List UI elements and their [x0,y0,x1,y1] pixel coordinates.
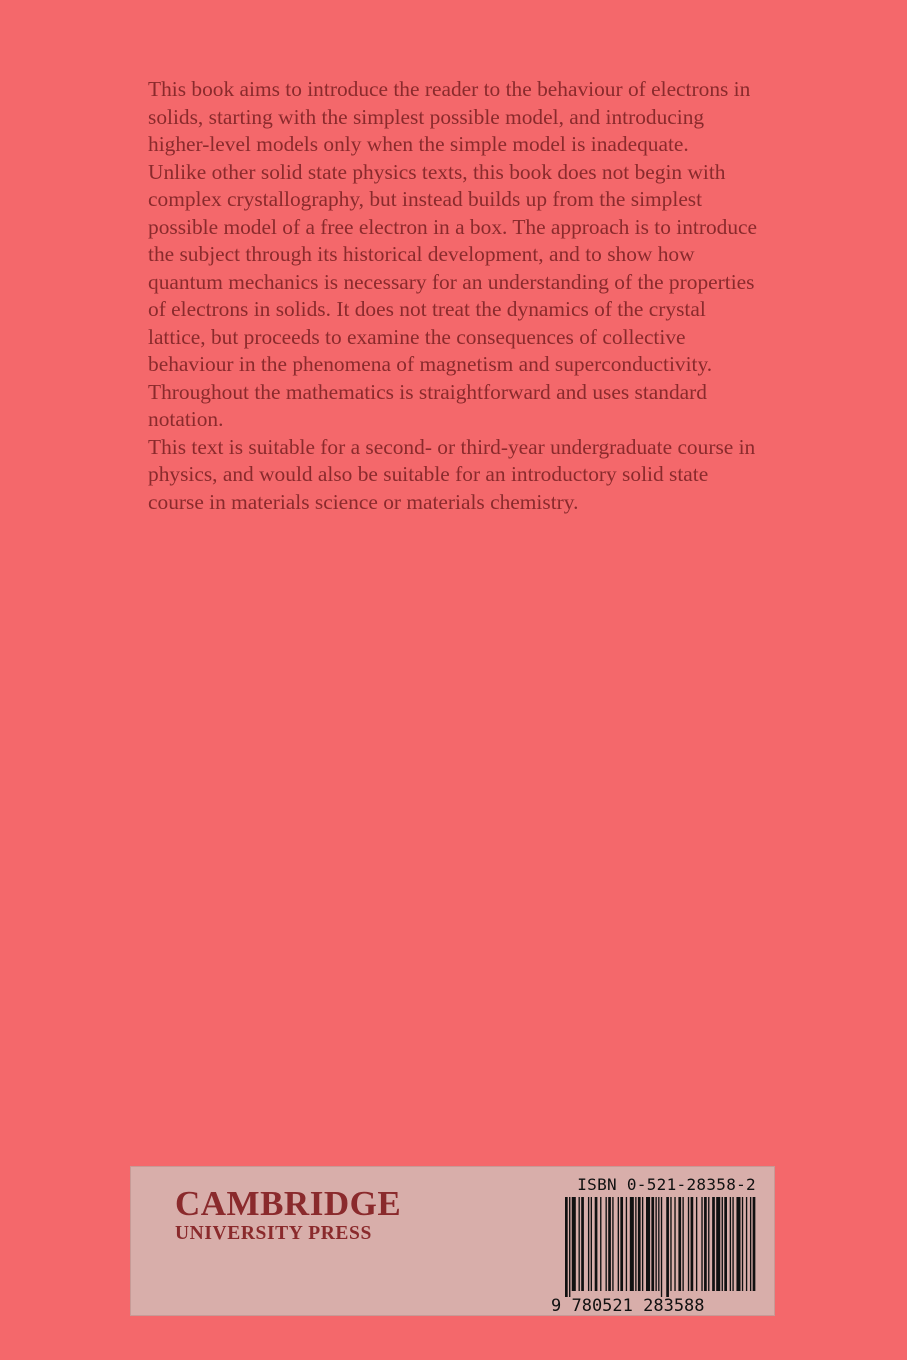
barcode-bar [600,1197,601,1291]
barcode-bar [736,1197,740,1291]
barcode-bar [581,1197,584,1291]
barcode-bar [651,1197,654,1291]
barcode-bar [712,1197,715,1291]
barcode-bar [608,1197,611,1291]
barcode-bar [753,1197,756,1291]
barcode-bar [682,1197,683,1291]
barcode-digits: 9 780521 283588 [551,1296,705,1315]
barcode-bar [579,1197,580,1291]
barcode-bar [572,1197,576,1291]
publisher-subtitle: UNIVERSITY PRESS [175,1223,372,1244]
blurb-paragraph-1: This book aims to introduce the reader to the behaviour of electrons in solids, starting with the simplest possible model, and introducing higher-level models only when the simple model is inadequate. [148,77,751,156]
barcode-bar [618,1197,619,1291]
barcode-bar [701,1197,702,1291]
barcode-bar [595,1197,598,1291]
barcode-bar [635,1197,636,1291]
barcode-bar [750,1197,751,1291]
barcode-bar [620,1197,623,1291]
barcode-bar [730,1197,731,1291]
barcode-bar [732,1197,733,1291]
barcode-bar [661,1197,662,1297]
publisher-name: CAMBRIDGE [175,1184,402,1223]
barcode-bar [588,1197,589,1291]
barcode-bar [638,1197,641,1291]
barcode-bar [670,1197,671,1291]
barcode-bar [674,1197,675,1291]
barcode-bar [565,1197,568,1297]
barcode-bar [742,1197,743,1291]
barcode-graphic [549,1197,759,1315]
barcode-bar [722,1197,723,1291]
barcode-bar [696,1197,697,1291]
barcode [549,1197,759,1315]
barcode-bar [655,1197,656,1291]
barcode-bar [646,1197,650,1291]
barcode-bar [658,1197,659,1291]
barcode-bar [666,1197,669,1297]
barcode-bar [612,1197,613,1291]
barcode-bar [746,1197,747,1291]
barcode-bar [716,1197,720,1291]
barcode-bar [569,1197,570,1297]
barcode-bar [642,1197,643,1291]
barcode-bars [565,1197,755,1297]
barcode-bar [708,1197,709,1291]
blurb-paragraph-2: Unlike other solid state physics texts, this book does not begin with complex crystallography, but instead builds up from the simplest possible model of a free electron in a box. The approach is to introduce the subject through its historical development, and to show how quantum mechanics is necessary for an understanding of the properties of electrons in solids. It does not treat the dynamics of the crystal lattice, but proceeds to examine the consequences of collective behaviour in the phenomena of magnetism and superconductivity. Throughout the mathematics is straightforward and uses standard notation. [148,159,758,431]
publisher-logo [175,1185,401,1245]
barcode-bar [606,1197,607,1291]
barcode-bar [688,1197,689,1291]
barcode-bar [724,1197,727,1291]
barcode-bar [704,1197,707,1291]
barcode-bar [678,1197,681,1291]
barcode-bar [691,1197,694,1291]
isbn-label: ISBN 0-521-28358-2 [577,1175,756,1194]
publisher-footer-panel [130,1166,775,1316]
back-cover-blurb [148,76,760,516]
barcode-bar [626,1197,627,1291]
barcode-bar [630,1197,634,1291]
barcode-bar [591,1197,592,1291]
blurb-paragraph-3: This text is suitable for a second- or third-year undergraduate course in physics, and would also be suitable for an introductory solid state course in materials science or materials chemistry. [148,434,756,514]
